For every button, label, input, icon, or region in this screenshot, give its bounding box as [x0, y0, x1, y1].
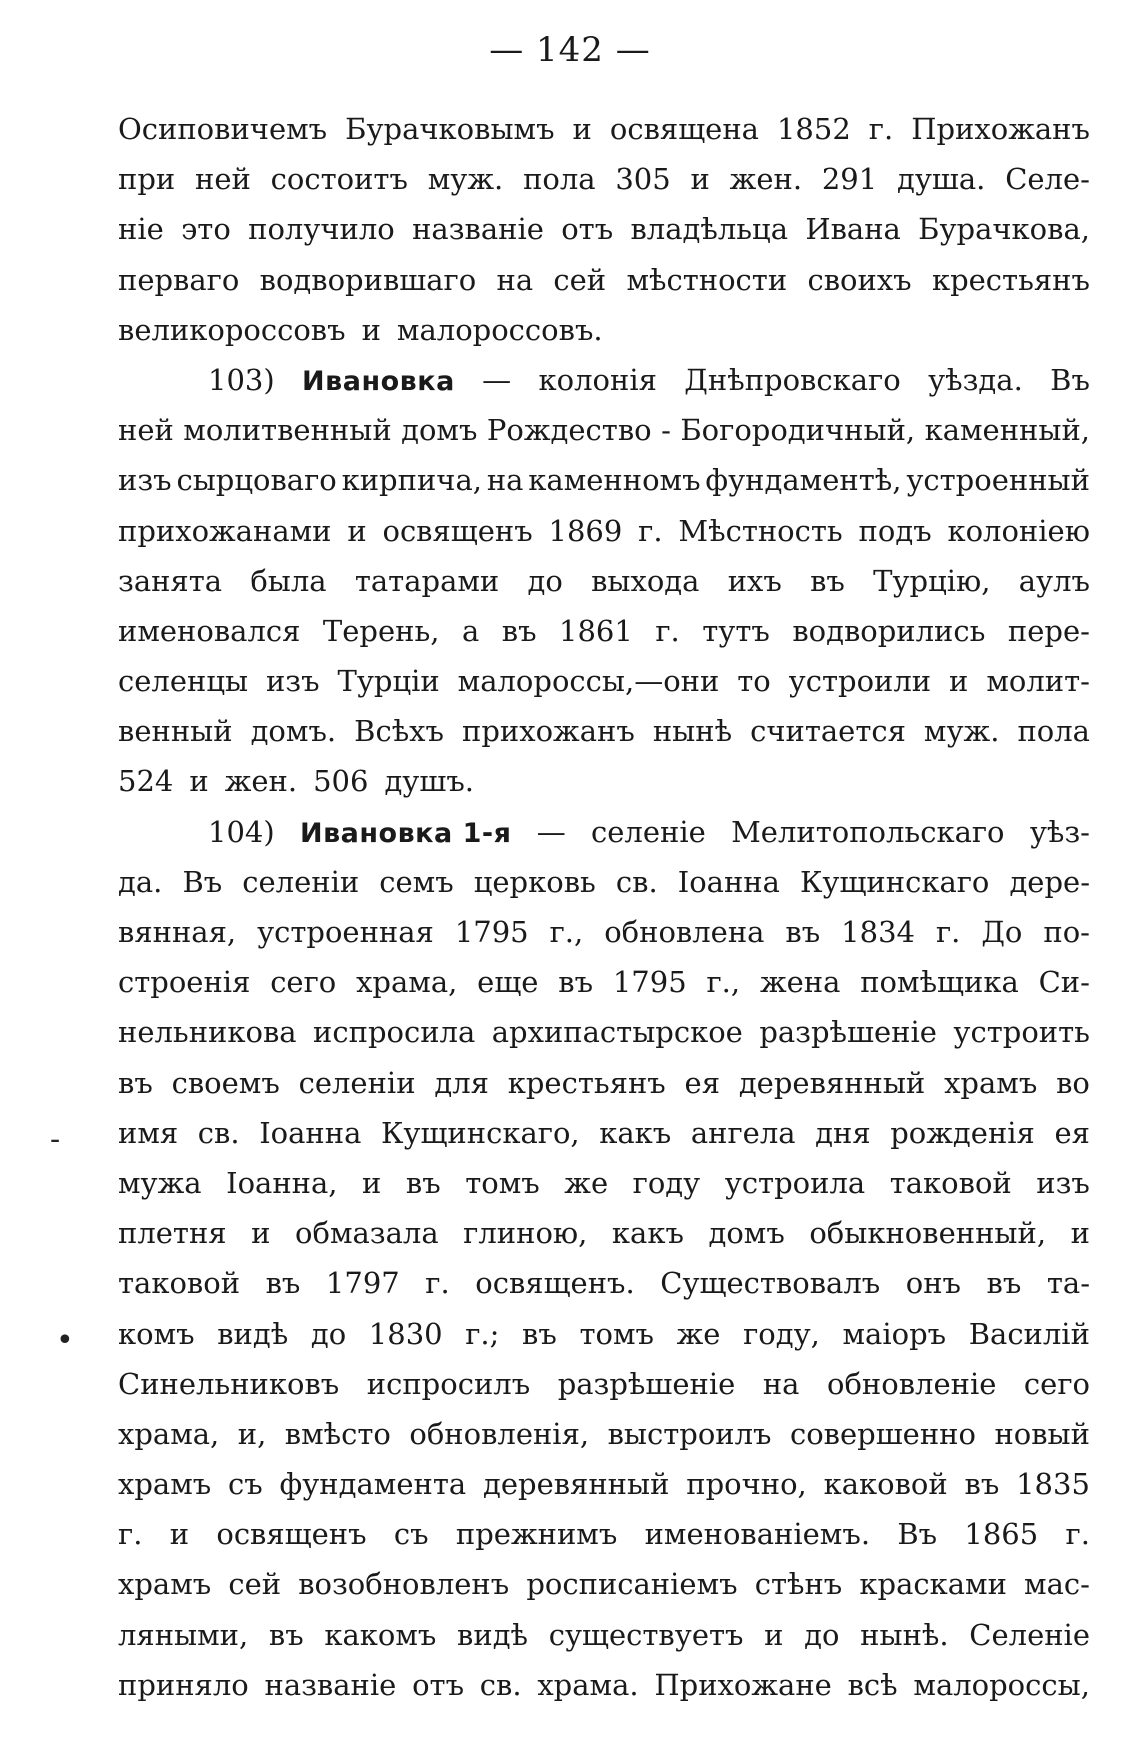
word: году — [632, 1165, 701, 1200]
word: — — [536, 814, 566, 849]
word: росписаніемъ — [526, 1567, 738, 1602]
word: ихъ — [727, 563, 782, 598]
word: 1865 — [964, 1517, 1039, 1552]
text-line — [118, 1208, 1090, 1258]
word: испросила — [313, 1015, 476, 1050]
text-line — [118, 907, 1090, 957]
word: храма. — [537, 1667, 639, 1702]
word: съ — [393, 1517, 429, 1552]
word: 1852 — [776, 112, 851, 146]
word: на — [486, 463, 524, 498]
word: существуетъ — [548, 1617, 744, 1652]
word: храмъ — [118, 1467, 212, 1502]
word: Ивана — [805, 212, 901, 247]
word: кирпича, — [341, 463, 482, 498]
word: 1795 — [612, 965, 687, 1000]
margin-dash-mark: - — [50, 1122, 61, 1157]
word: получило — [248, 212, 395, 247]
word: состоитъ — [270, 162, 408, 197]
word: своемъ — [171, 1065, 280, 1100]
word: вянная, — [118, 915, 237, 949]
word: это — [181, 212, 231, 247]
word: именовался — [118, 613, 301, 648]
word: мѣстности — [626, 262, 788, 297]
word: 524 — [118, 764, 174, 799]
word: Въ — [182, 864, 223, 899]
word: всѣ — [847, 1667, 898, 1702]
word: 104) — [208, 814, 275, 849]
page-number: — 142 — — [489, 30, 651, 70]
word: Въ — [897, 1517, 938, 1552]
word: на — [762, 1366, 800, 1401]
word: пере- — [1007, 613, 1090, 648]
word: Селе- — [1005, 162, 1090, 197]
word: Василій — [968, 1316, 1090, 1351]
word: молит- — [986, 664, 1090, 699]
word: помѣщика — [860, 965, 1019, 1000]
word: строенія — [118, 965, 251, 1000]
word: прихожанъ — [462, 714, 635, 749]
word: въ — [522, 1316, 557, 1351]
word: и — [572, 112, 592, 146]
word: храма, — [356, 965, 458, 1000]
word: Существовалъ — [660, 1266, 881, 1301]
word: до — [310, 1316, 347, 1351]
text-line — [118, 1509, 1090, 1559]
word: ея — [684, 1065, 721, 1100]
word: уѣз- — [1029, 814, 1090, 849]
word: До — [981, 915, 1023, 949]
word: перваго — [118, 262, 240, 297]
word: 1797 — [325, 1266, 400, 1301]
word: считается — [750, 714, 906, 749]
word: мас- — [1024, 1567, 1090, 1602]
word: колонія — [538, 362, 657, 397]
word: возобновленъ — [298, 1567, 510, 1602]
margin-bullet-mark: • — [56, 1323, 74, 1358]
word: дня — [815, 1115, 871, 1150]
word: и — [1070, 1216, 1090, 1251]
word: г. — [655, 613, 680, 648]
word: году, — [743, 1316, 820, 1351]
word: же — [676, 1316, 721, 1351]
word: жен. — [729, 162, 803, 197]
word: св. — [197, 1115, 240, 1150]
text-line — [118, 957, 1090, 1007]
word: 1869 — [548, 513, 623, 548]
word: изъ — [118, 463, 172, 498]
word: ней — [118, 413, 174, 448]
word: названіе — [264, 1667, 397, 1702]
text-line — [118, 455, 1090, 505]
word: обновлена — [604, 915, 765, 949]
word: при — [118, 162, 176, 197]
word: св. — [615, 864, 658, 899]
word: подъ — [858, 513, 932, 548]
word: нынѣ — [652, 714, 733, 749]
word: 1834 — [841, 915, 915, 949]
word: 103) — [208, 362, 275, 397]
word: обыкновенный, — [809, 1216, 1047, 1251]
word: прочно, — [686, 1467, 807, 1502]
word: обмазала — [295, 1216, 439, 1251]
text-line — [118, 1610, 1090, 1660]
word: та- — [1046, 1266, 1090, 1301]
word: домъ — [401, 413, 478, 448]
word: муж. — [923, 714, 1000, 749]
word: фундамента — [279, 1467, 467, 1502]
word: въ — [405, 1165, 441, 1200]
word: Днѣпровскаго — [684, 362, 901, 397]
word: изъ — [265, 664, 320, 699]
text-line — [118, 1409, 1090, 1459]
entry-heading: Ивановка — [302, 365, 455, 397]
word: еще — [477, 965, 539, 1000]
word: Синельниковъ — [118, 1366, 340, 1401]
word: деревянный — [482, 1467, 670, 1502]
word: сей — [228, 1567, 282, 1602]
word: испросилъ — [366, 1366, 531, 1401]
word: освящена — [609, 112, 759, 146]
word: Бурачковымъ — [345, 112, 555, 146]
word: названіе — [412, 212, 544, 247]
word: въ — [501, 613, 537, 648]
word: г. — [868, 112, 894, 146]
text-line — [118, 204, 1090, 254]
word: 1861 — [559, 613, 633, 648]
word: жен. — [224, 764, 298, 799]
word: то — [737, 664, 771, 699]
word: крестьянъ — [931, 262, 1090, 297]
text-line — [118, 656, 1090, 706]
word: фундаментѣ, — [705, 463, 902, 498]
word: ляными, — [118, 1617, 249, 1652]
word: домъ — [708, 1216, 785, 1251]
word: селеніи — [242, 864, 360, 899]
word: таковой — [889, 1165, 1012, 1200]
word: освященъ. — [475, 1266, 635, 1301]
word: г. — [935, 915, 961, 949]
word: видѣ — [457, 1617, 529, 1652]
text-line — [118, 355, 1090, 405]
text-line — [118, 1359, 1090, 1409]
word: пола — [1017, 714, 1090, 749]
word: Турціи — [337, 664, 440, 699]
word: сырцоваго — [176, 463, 337, 498]
word: 506 — [313, 764, 369, 799]
word: какомъ — [324, 1617, 437, 1652]
word: г. — [1065, 1517, 1090, 1552]
word: венный — [118, 714, 233, 749]
word: 305 — [615, 162, 671, 197]
word: въ — [118, 1065, 153, 1100]
word: отъ — [561, 212, 614, 247]
word: и — [949, 664, 969, 699]
word: аулъ — [1018, 563, 1090, 598]
word: томъ — [579, 1316, 654, 1351]
text-line — [118, 556, 1090, 606]
word: ея — [1054, 1115, 1090, 1150]
word: и — [690, 162, 710, 197]
text-line — [118, 1007, 1090, 1057]
word: водворившаго — [259, 262, 477, 297]
word: г. — [425, 1266, 450, 1301]
word: изъ — [1036, 1165, 1090, 1200]
word: Богородичный, — [680, 413, 916, 448]
word: какъ — [611, 1216, 684, 1251]
word: каковой — [823, 1467, 948, 1502]
word: Кущинскаго — [799, 864, 990, 899]
word: жена — [759, 965, 841, 1000]
word: какъ — [599, 1115, 672, 1150]
word: устроила — [724, 1165, 866, 1200]
text-line — [118, 154, 1090, 204]
word: стѣнъ — [754, 1567, 843, 1602]
word: Іоанна, — [226, 1165, 338, 1200]
word: 1795 — [454, 915, 529, 949]
word: нельникова — [118, 1015, 297, 1050]
word: малороссы,—они — [457, 664, 720, 699]
text-line — [118, 1459, 1090, 1509]
word: Въ — [1050, 362, 1090, 397]
word: св. — [479, 1667, 522, 1702]
word: великороссовъ — [118, 312, 346, 347]
word: и — [361, 312, 381, 347]
word: въ — [810, 563, 845, 598]
word: и — [189, 764, 209, 799]
word: колоніею — [947, 513, 1090, 548]
word: таковой — [118, 1266, 241, 1301]
word: Рождество — [486, 413, 652, 448]
word: освященъ — [382, 513, 533, 548]
word: маіоръ — [842, 1316, 947, 1351]
word: и — [347, 513, 367, 548]
word: уѣзда. — [928, 362, 1023, 397]
word: разрѣшеніе — [557, 1366, 736, 1401]
word: душъ. — [384, 764, 475, 799]
text-line — [118, 1108, 1090, 1158]
text-line — [118, 1258, 1090, 1308]
word: въ — [964, 1467, 1000, 1502]
word: Мелитопольскаго — [731, 814, 1005, 849]
word: татарами — [354, 563, 500, 598]
word: сей — [553, 262, 607, 297]
text-line — [118, 756, 1090, 806]
word: семъ — [379, 864, 454, 899]
word: глиною, — [463, 1216, 588, 1251]
text-line — [118, 405, 1090, 455]
word: водворились — [792, 613, 986, 648]
word: селеніи — [298, 1065, 416, 1100]
word: обновленіе — [827, 1366, 997, 1401]
word: въ — [785, 915, 821, 949]
word: отъ — [412, 1667, 465, 1702]
word: онъ — [905, 1266, 961, 1301]
word: Терень, — [322, 613, 440, 648]
word: дере- — [1009, 864, 1090, 899]
word: и — [251, 1216, 271, 1251]
word: селенцы — [118, 664, 249, 699]
word: селеніе — [591, 814, 706, 849]
word: совершенно — [789, 1416, 976, 1451]
word: 1830 — [368, 1316, 443, 1351]
word: 1835 — [1016, 1467, 1090, 1502]
word: пола — [523, 162, 596, 197]
text-line — [118, 1660, 1090, 1710]
word: и — [764, 1617, 784, 1652]
word: Всѣхъ — [354, 714, 444, 749]
word: разрѣшеніе — [759, 1015, 937, 1050]
text-line — [118, 104, 1090, 154]
word: съ — [228, 1467, 263, 1502]
word: Прихожане — [654, 1667, 832, 1702]
text-line — [118, 305, 1090, 355]
word: приняло — [118, 1667, 249, 1702]
word: г. — [638, 513, 663, 548]
word: Селеніе — [969, 1617, 1090, 1652]
text-line — [118, 1309, 1090, 1359]
word: устроенная — [257, 915, 434, 949]
word: для — [434, 1065, 489, 1100]
word: именованіемъ. — [644, 1517, 871, 1552]
word: имя — [118, 1115, 179, 1150]
word: и — [169, 1517, 190, 1552]
word: 291 — [821, 162, 878, 197]
word: деревянный — [738, 1065, 926, 1100]
word: и — [362, 1165, 382, 1200]
text-line — [118, 606, 1090, 656]
word: сего — [270, 965, 337, 1000]
word: храма, — [118, 1416, 220, 1451]
word: въ — [265, 1266, 301, 1301]
word: плетня — [118, 1216, 227, 1251]
word: во — [1056, 1065, 1090, 1100]
word: обновленія, — [409, 1416, 590, 1451]
word: прихожанами — [118, 513, 332, 548]
word: владѣльца — [630, 212, 789, 247]
word: красками — [859, 1567, 1007, 1602]
word: храмъ — [118, 1567, 212, 1602]
word: новый — [994, 1416, 1090, 1451]
word: Іоанна — [677, 864, 780, 899]
word: Кущинскаго, — [380, 1115, 580, 1150]
word: была — [250, 563, 327, 598]
word: вмѣсто — [284, 1416, 391, 1451]
text-line — [118, 1559, 1090, 1609]
word: Турцію, — [873, 563, 991, 598]
word: освященъ — [216, 1517, 367, 1552]
word: тутъ — [702, 613, 770, 648]
word: устроенный — [906, 463, 1090, 498]
word: молитвенный — [183, 413, 392, 448]
entry-heading: Ивановка 1-я — [299, 817, 512, 849]
word: Прихожанъ — [911, 112, 1090, 146]
word: выстроилъ — [607, 1416, 772, 1451]
word: душа. — [897, 162, 986, 197]
word: на — [496, 262, 534, 297]
word: въ — [986, 1266, 1022, 1301]
word: малороссы, — [913, 1667, 1090, 1702]
word: устроили — [788, 664, 932, 699]
word: г.; — [465, 1316, 500, 1351]
word: устроить — [953, 1015, 1090, 1050]
word: каменный, — [924, 413, 1090, 448]
word: Осиповичемъ — [118, 112, 328, 146]
word: въ — [268, 1617, 304, 1652]
text-line — [118, 506, 1090, 556]
text-line — [118, 1058, 1090, 1108]
word: ніе — [118, 212, 164, 247]
text-line — [118, 857, 1090, 907]
word: нынѣ. — [860, 1617, 949, 1652]
text-line — [118, 1158, 1090, 1208]
word: архипастырское — [491, 1015, 743, 1050]
word: каменномъ — [528, 463, 701, 498]
word: муж. — [427, 162, 504, 197]
word: малороссовъ. — [396, 312, 603, 347]
text-line — [118, 255, 1090, 305]
word: видѣ — [217, 1316, 289, 1351]
word: г. — [118, 1517, 143, 1552]
word: же — [564, 1165, 609, 1200]
word: по- — [1043, 915, 1090, 949]
word: церковь — [473, 864, 596, 899]
word: Мѣстность — [678, 513, 843, 548]
word: прежнимъ — [455, 1517, 618, 1552]
word: и, — [237, 1416, 267, 1451]
text-line — [118, 807, 1090, 857]
word: до — [527, 563, 563, 598]
word: выхода — [591, 563, 700, 598]
word: г., — [549, 915, 584, 949]
word: занята — [118, 563, 223, 598]
word: Си- — [1038, 965, 1090, 1000]
word: комъ — [118, 1316, 195, 1351]
word: до — [804, 1617, 840, 1652]
word: - — [661, 413, 671, 448]
word: г., — [706, 965, 741, 1000]
word: мужа — [118, 1165, 202, 1200]
word: сего — [1023, 1366, 1090, 1401]
word: Іоанна — [259, 1115, 362, 1150]
word: своихъ — [807, 262, 912, 297]
word: домъ. — [250, 714, 337, 749]
word: ангела — [690, 1115, 796, 1150]
word: — — [482, 362, 512, 397]
text-line — [118, 706, 1090, 756]
word: да. — [118, 864, 163, 899]
word: ней — [195, 162, 251, 197]
word: томъ — [465, 1165, 540, 1200]
word: крестьянъ — [507, 1065, 666, 1100]
word: въ — [558, 965, 594, 1000]
word: а — [461, 613, 480, 648]
word: храмъ — [944, 1065, 1038, 1100]
word: рожденія — [890, 1115, 1035, 1150]
body-text — [118, 104, 1090, 1710]
word: Бурачкова, — [918, 212, 1090, 247]
